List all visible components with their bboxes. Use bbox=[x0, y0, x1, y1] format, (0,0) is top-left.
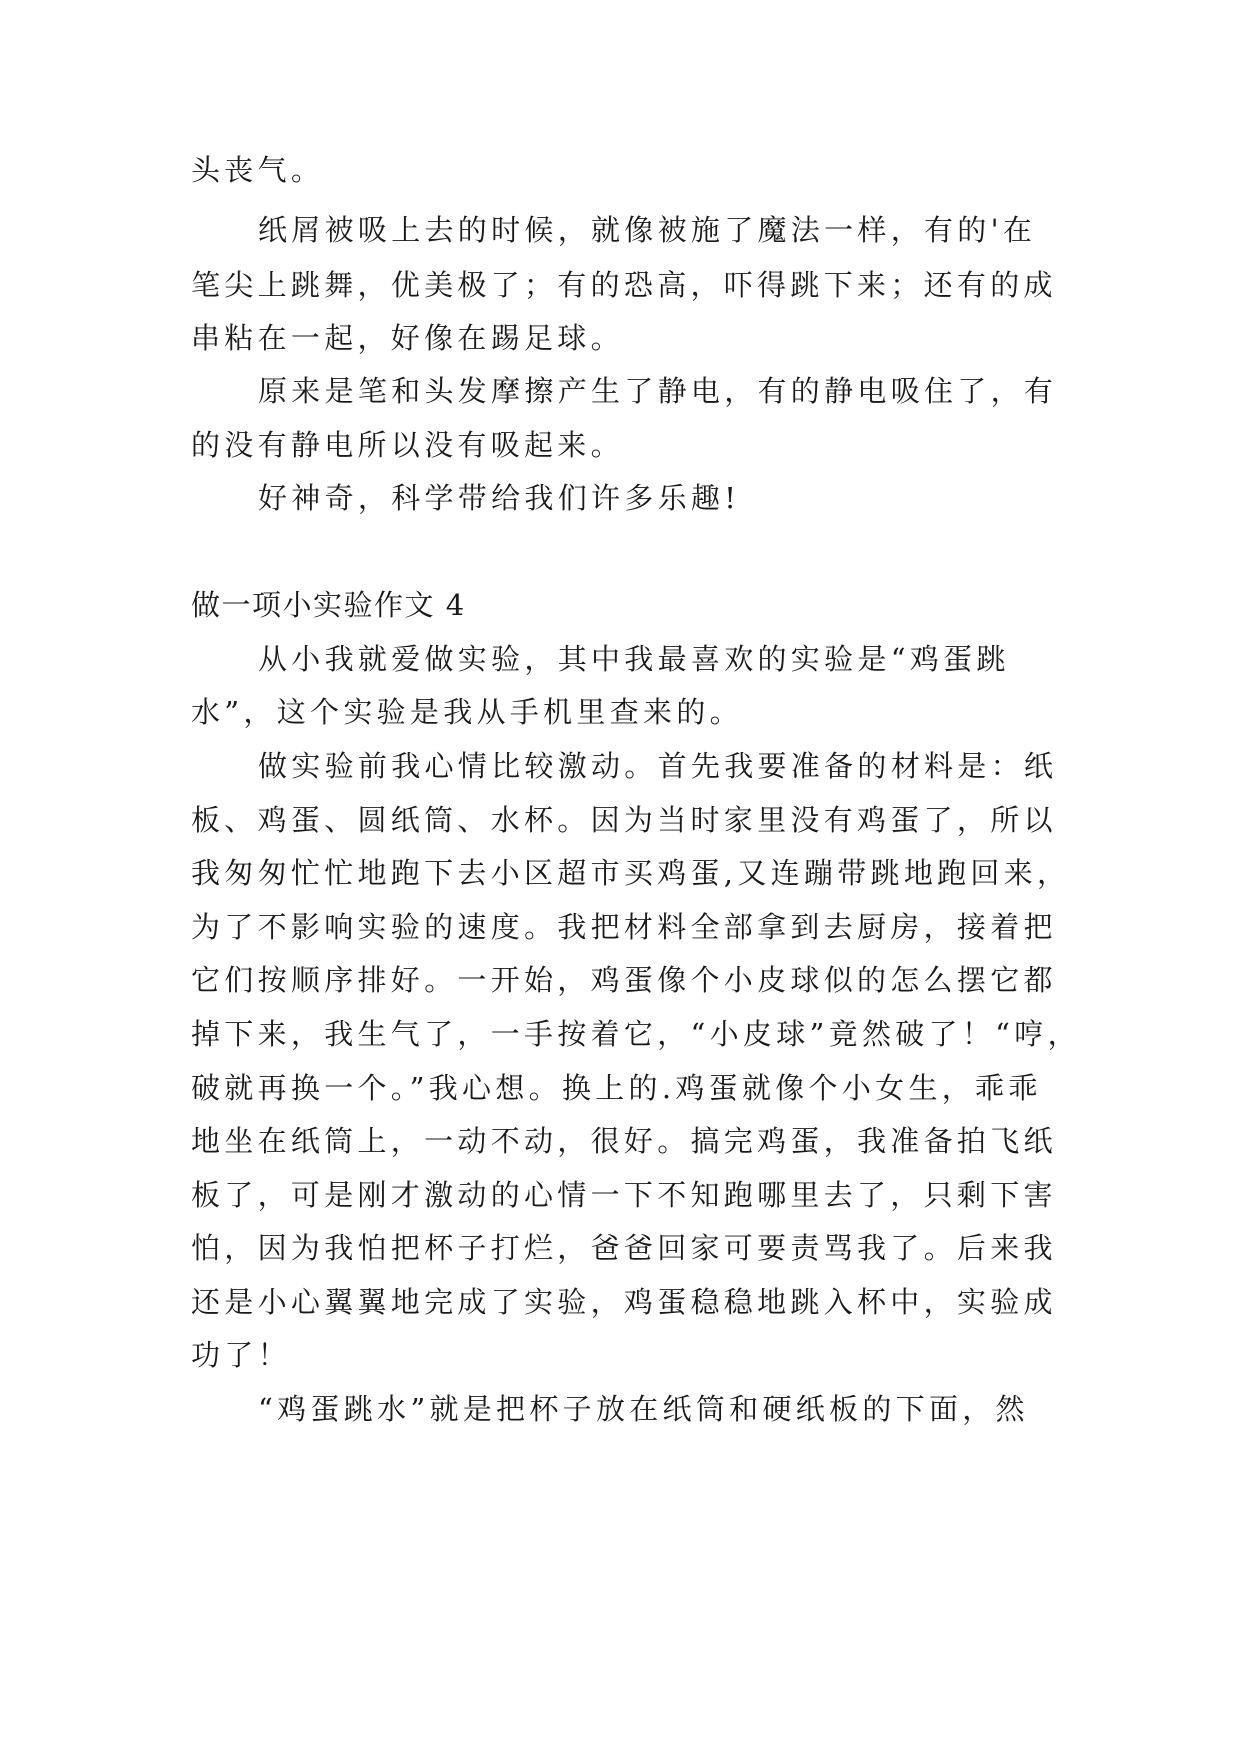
paragraph-line: 功了！ bbox=[191, 1338, 291, 1372]
paragraph-line: 纸屑被吸上去的时候，就像被施了魔法一样，有的'在 bbox=[258, 213, 1037, 247]
section-title: 做一项小实验作文 4 bbox=[191, 588, 466, 622]
paragraph-line: 板了，可是刚才激动的心情一下不知跑哪里去了，只剩下害 bbox=[191, 1178, 1057, 1212]
paragraph-line: 从小我就爱做实验，其中我最喜欢的实验是“鸡蛋跳 bbox=[258, 642, 1010, 676]
paragraph-line: 掉下来，我生气了，一手按着它，“小皮球”竟然破了！“哼， bbox=[191, 1017, 1081, 1051]
paragraph-line: 笔尖上跳舞，优美极了；有的恐高，吓得跳下来；还有的成 bbox=[191, 268, 1057, 302]
paragraph-line: 的没有静电所以没有吸起来。 bbox=[191, 428, 624, 462]
paragraph-line: 还是小心翼翼地完成了实验，鸡蛋稳稳地跳入杯中，实验成 bbox=[191, 1285, 1057, 1319]
paragraph-line: 串粘在一起，好像在踢足球。 bbox=[191, 321, 624, 355]
paragraph-line: 为了不影响实验的速度。我把材料全部拿到去厨房，接着把 bbox=[191, 910, 1057, 944]
paragraph-line: 它们按顺序排好。一开始，鸡蛋像个小皮球似的怎么摆它都 bbox=[191, 963, 1057, 997]
paragraph-line: 板、鸡蛋、圆纸筒、水杯。因为当时家里没有鸡蛋了，所以 bbox=[191, 803, 1057, 837]
paragraph-line: 我匆匆忙忙地跑下去小区超市买鸡蛋,又连蹦带跳地跑回来， bbox=[191, 856, 1071, 890]
paragraph-line: 怕，因为我怕把杯子打烂，爸爸回家可要责骂我了。后来我 bbox=[191, 1231, 1057, 1265]
paragraph-line: 好神奇，科学带给我们许多乐趣! bbox=[258, 481, 741, 515]
paragraph-line: 原来是笔和头发摩擦产生了静电，有的静电吸住了，有 bbox=[258, 374, 1058, 408]
paragraph-line: 水”，这个实验是我从手机里查来的。 bbox=[191, 695, 743, 729]
paragraph-line: 地坐在纸筒上，一动不动，很好。搞完鸡蛋，我准备拍飞纸 bbox=[191, 1124, 1057, 1158]
paragraph-line: 破就再换一个。”我心想。换上的.鸡蛋就像个小女生，乖乖 bbox=[191, 1071, 1042, 1105]
paragraph-line: “鸡蛋跳水”就是把杯子放在纸筒和硬纸板的下面，然 bbox=[258, 1392, 1029, 1426]
paragraph-line: 头丧气。 bbox=[191, 153, 325, 187]
paragraph-line: 做实验前我心情比较激动。首先我要准备的材料是：纸 bbox=[258, 749, 1058, 783]
